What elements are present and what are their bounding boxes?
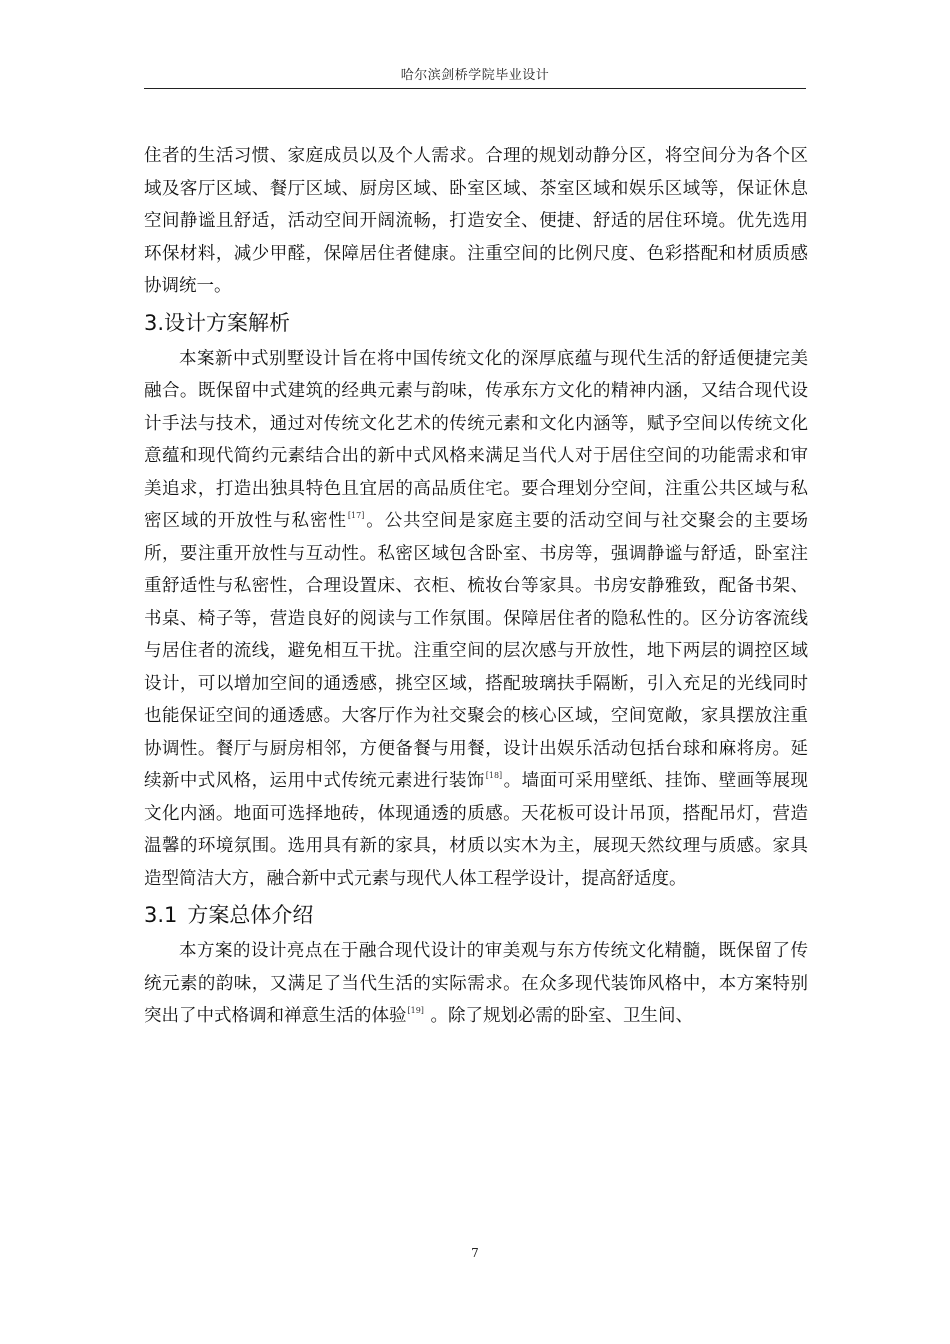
citation-18: [18] [485, 771, 503, 780]
paragraph-text: 。墙面可采用壁纸、挂饰、壁画等展现文化内涵。地面可选择地砖，体现通透的质感。天花板可设计吊顶，搭配吊灯，营造温馨的环境氛围。选用具有新的家具，材质以实木为主，展现天然纹理与质感。家具造型简洁大方，融合新中式元素与现代人体工程学设计，提高舒适度。 [144, 771, 809, 889]
header-divider [144, 88, 806, 89]
paragraph-design-analysis [144, 343, 808, 896]
citation-19: [19] [407, 1006, 424, 1015]
running-header: 哈尔滨剑桥学院毕业设计 [400, 68, 550, 83]
page-body [144, 140, 808, 1033]
citation-17: [17] [347, 511, 365, 520]
paragraph-text: 。除了规划必需的卧室、卫生间、 [424, 1006, 693, 1026]
paragraph-text: 本方案的设计亮点在于融合现代设计的审美观与东方传统文化精髓，既保留了传统元素的韵味，又满足了当代生活的实际需求。在众多现代装饰风格中，本方案特别突出了中式格调和禅意生活的体验 [144, 941, 808, 1026]
section-heading-3-1 [144, 895, 808, 935]
section-title: 方案总体介绍 [187, 903, 314, 927]
paragraph-text: 本案新中式别墅设计旨在将中国传统文化的深厚底蕴与现代生活的舒适便捷完美融合。既保留中式建筑的经典元素与韵味，传承东方文化的精神内涵，又结合现代设计手法与技术，通过对传统文化艺术的传统元素和文化内涵等，赋予空间以传统文化意蕴和现代简约元素结合出的新中式风格来满足当代人对于居住空间的功能需求和审美追求，打造出独具特色且宜居的高品质住宅。要合理划分空间，注重公共区域与私密区域的开放性与私密性 [144, 348, 808, 531]
paragraph-continued: 住者的生活习惯、家庭成员以及个人需求。合理的规划动静分区，将空间分为各个区域及客厅区域、餐厅区域、厨房区域、卧室区域、茶室区域和娱乐区域等，保证休息空间静谧且舒适，活动空间开阔流畅，打造安全、便捷、舒适的居住环境。优先选用环保材料，减少甲醛，保障居住者健康。注重空间的比例尺度、色彩搭配和材质质感协调统一。 [144, 146, 808, 296]
section-heading-3: 3.设计方案解析 [144, 310, 291, 335]
paragraph-overview [144, 935, 808, 1033]
section-number: 3.1 [144, 903, 178, 927]
page-number: 7 [471, 1246, 479, 1260]
paragraph-text: 。公共空间是家庭主要的活动空间与社交聚会的主要场所，要注重开放性与互动性。私密区域包含卧室、书房等，强调静谧与舒适，卧室注重舒适性与私密性，合理设置床、衣柜、梳妆台等家具。书房安静雅致，配备书架、书桌、椅子等，营造良好的阅读与工作氛围。保障居住者的隐私性的。区分访客流线与居住者的流线，避免相互干扰。注重空间的层次感与开放性，地下两层的调控区域设计，可以增加空间的通透感，挑空区域，搭配玻璃扶手隔断，引入充足的光线同时也能保证空间的通透感。大客厅作为社交聚会的核心区域，空间宽敞，家具摆放注重协调性。餐厅与厨房相邻，方便备餐与用餐，设计出娱乐活动包括台球和麻将房。延续新中式风格，运用中式传统元素进行装饰 [144, 511, 809, 791]
